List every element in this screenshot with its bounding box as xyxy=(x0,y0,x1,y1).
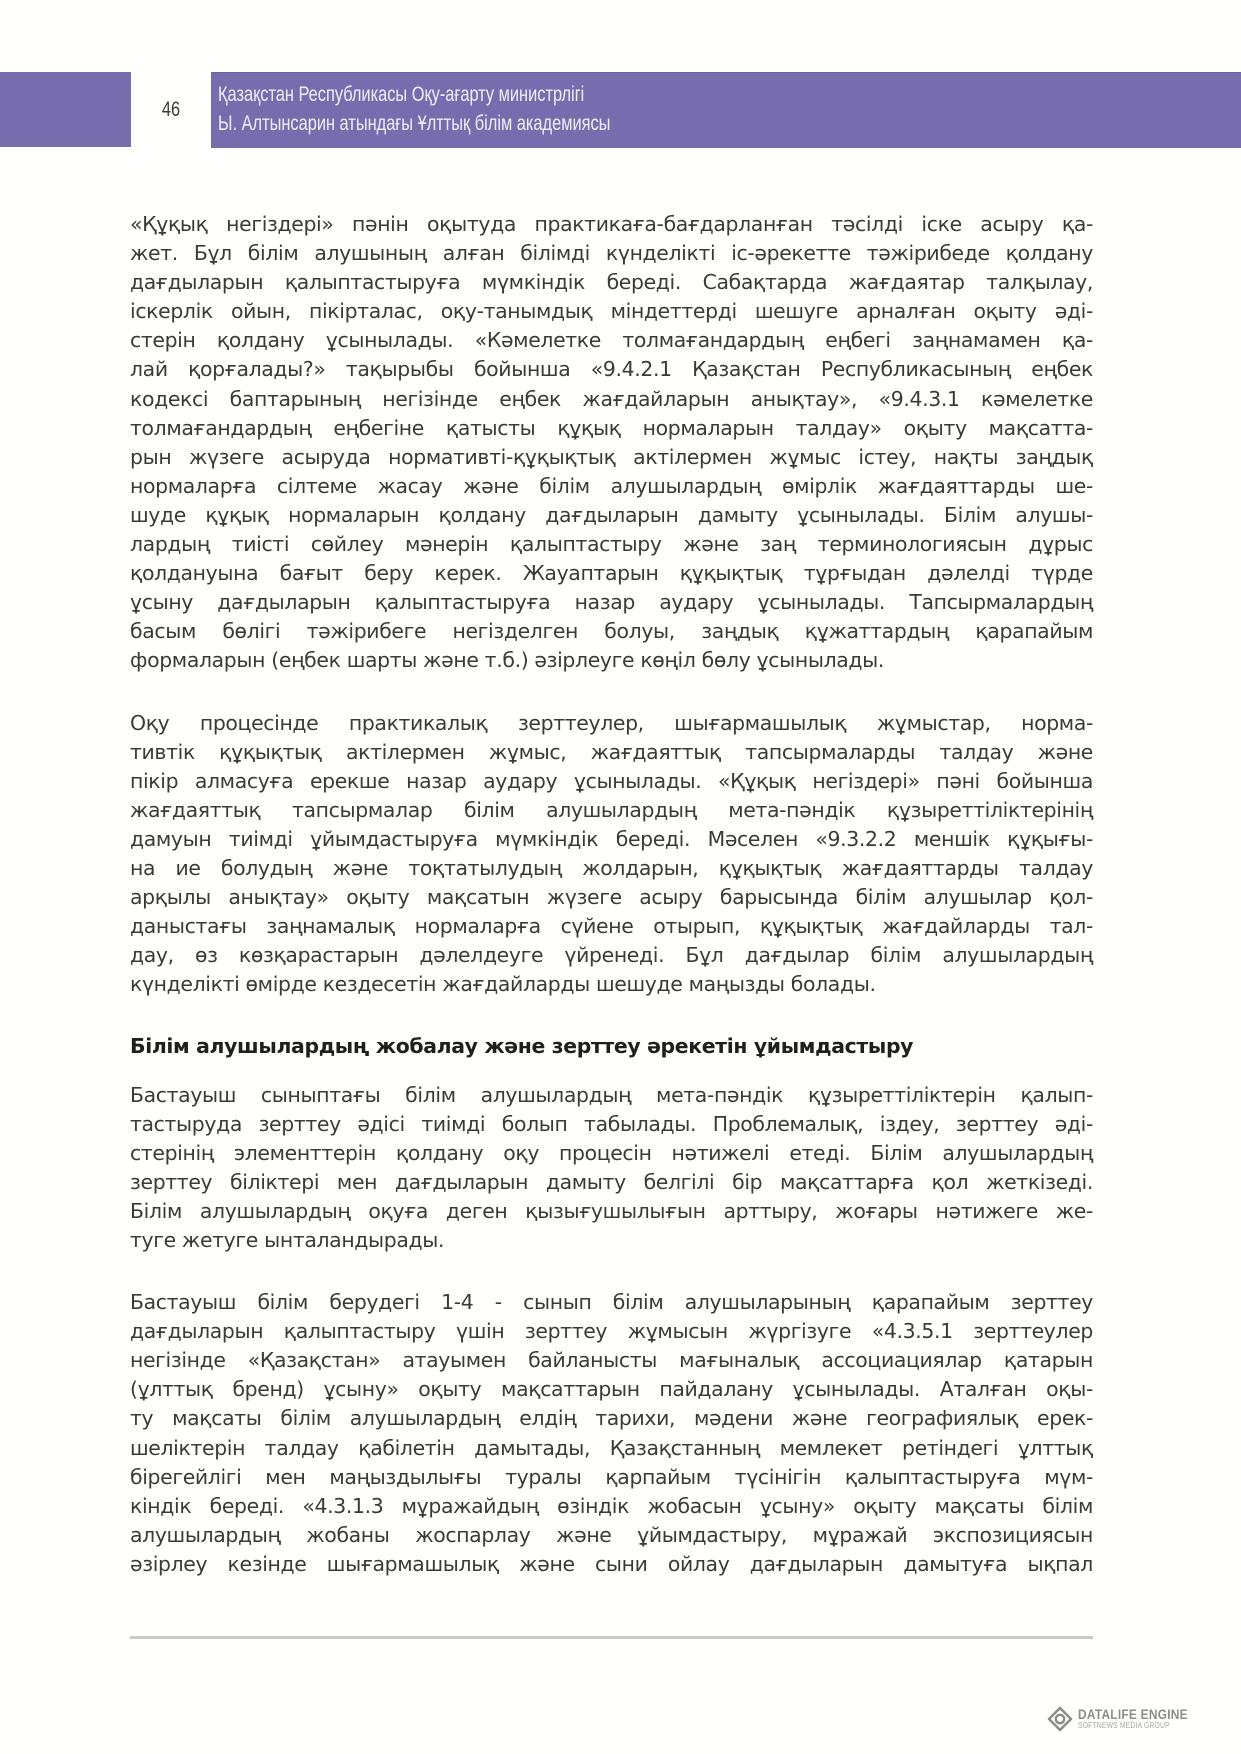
text-line: шеліктерін талдау қабілетін дамытады, Қазақстанның мемлекет ретіндегі ұлттық xyxy=(130,1435,1093,1460)
text-line: алушылардың жобаны жоспарлау және ұйымдастыру, мұражай экспозициясын xyxy=(130,1522,1093,1547)
text-line: ту мақсаты білім алушылардың елдің тарихи, мәдени және географиялық ерек- xyxy=(130,1406,1093,1431)
page-content xyxy=(130,210,1093,1579)
datalife-logo-icon xyxy=(1047,1706,1073,1732)
text-line: әзірлеу кезінде шығармашылық және сыни ойлау дағдыларын дамытуға ықпал xyxy=(130,1551,1093,1576)
text-line: нормаларға сілтеме жасау және білім алушылардың өмірлік жағдаяттарды ше- xyxy=(130,473,1093,498)
text-line: зерттеу біліктері мен дағдыларын дамыту белгілі бір мақсаттарға қол жеткізеді. xyxy=(130,1169,1093,1194)
header-academy: Ы. Алтынсарин атындағы Ұлттық білім академиясы xyxy=(218,112,611,135)
text-line: формаларын (еңбек шарты және т.б.) әзірлеуге көңіл бөлу ұсынылады. xyxy=(130,648,885,673)
text-line: Бастауыш сыныптағы білім алушылардың мета-пәндік құзыреттіліктерін қалып- xyxy=(130,1082,1093,1107)
watermark-title: DATALIFE ENGINE xyxy=(1078,1706,1188,1722)
text-line: на ие болудың және тоқтатылудың жолдарын, құқықтық жағдаяттарды талдау xyxy=(130,855,1093,880)
text-line: кіндік береді. «4.3.1.3 мұражайдың өзіндік жобасын ұсыну» оқыту мақсаты білім xyxy=(130,1493,1093,1518)
text-line: кодексі баптарының негізінде еңбек жағдайларын анықтау», «9.4.3.1 кәмелетке xyxy=(130,386,1093,411)
footer-divider xyxy=(130,1636,1093,1639)
text-line: (ұлттық бренд) ұсыну» оқыту мақсаттарын пайдалану ұсынылады. Аталған оқы- xyxy=(130,1377,1093,1402)
watermark xyxy=(1047,1706,1207,1732)
text-line: лай қорғалады?» тақырыбы бойынша «9.4.2.1 Қазақстан Республикасының еңбек xyxy=(130,357,1093,382)
header-title xyxy=(218,80,610,138)
text-line: рын жүзеге асыруда нормативті-құқықтық актілермен жұмыс істеу, нақты заңдық xyxy=(130,444,1093,469)
text-line: Бастауыш білім берудегі 1-4 - сынып білім алушыларының қарапайым зерттеу xyxy=(130,1290,1093,1315)
text-line: жет. Бұл білім алушының алған білімді күнделікті іс-әрекетте тәжірибеде қолдану xyxy=(130,241,1093,266)
watermark-subtitle: SOFTNEWS MEDIA GROUP xyxy=(1078,1721,1170,1730)
text-line: лардың тиісті сөйлеу мәнерін қалыптастыру және заң терминологиясын дұрыс xyxy=(130,532,1093,557)
section-paragraph xyxy=(130,1288,1093,1579)
body-paragraph xyxy=(130,709,1093,1000)
text-line: Білім алушылардың оқуға деген қызығушылығын арттыру, жоғары нәтижеге же- xyxy=(130,1198,1093,1223)
page-number: 46 xyxy=(161,97,181,121)
section-paragraph xyxy=(130,1081,1093,1256)
text-line: туге жетуге ынталандырады. xyxy=(130,1228,445,1252)
text-line: стерін қолдану ұсынылады. «Кәмелетке толмағандардың еңбегі заңнамамен қа- xyxy=(130,328,1093,353)
section-heading: Білім алушылардың жобалау және зерттеу әрекетін ұйымдастыру xyxy=(130,1034,914,1059)
text-line: бірегейлігі мен маңыздылығы туралы қарпайым түсінігін қалыптастыруға мүм- xyxy=(130,1464,1093,1489)
text-line: «Құқық негіздері» пәнін оқытуда практикаға-бағдарланған тәсілді іске асыру қа- xyxy=(130,212,1093,236)
text-line: шуде құқық нормаларын қолдану дағдыларын дамыту ұсынылады. Білім алушы- xyxy=(130,502,1093,527)
text-line: дағдыларын қалыптастыру үшін зерттеу жұмысын жүргізуге «4.3.5.1 зерттеулер xyxy=(130,1319,1093,1344)
text-line: дағдыларын қалыптастыруға мүмкіндік береді. Сабақтарда жағдаятар талқылау, xyxy=(130,270,1093,295)
text-line: басым бөлігі тәжірибеге негізделген болуы, заңдық құжаттардың қарапайым xyxy=(130,619,1093,644)
text-line: тивтік құқықтық актілермен жұмыс, жағдаяттық тапсырмаларды талдау және xyxy=(130,739,1093,764)
text-line: пікір алмасуға ерекше назар аудару ұсынылады. «Құқық негіздері» пәні бойынша xyxy=(130,768,1093,793)
text-line: жағдаяттық тапсырмалар білім алушылардың мета-пәндік құзыреттіліктерінің xyxy=(130,797,1093,822)
text-line: ұсыну дағдыларын қалыптастыруға назар аудару ұсынылады. Тапсырмалардың xyxy=(130,590,1093,615)
text-line: толмағандардың еңбегіне қатысты құқық нормаларын талдау» оқыту мақсатта- xyxy=(130,415,1093,440)
text-line: негізінде «Қазақстан» атауымен байланысты мағыналық ассоциациялар қатарын xyxy=(130,1348,1093,1373)
body-paragraph xyxy=(130,210,1093,676)
text-line: даныстағы заңнамалық нормаларға сүйене отырып, құқықтық жағдайларды тал- xyxy=(130,914,1093,939)
header-accent-block xyxy=(0,72,131,147)
text-line: Оқу процесінде практикалық зерттеулер, шығармашылық жұмыстар, норма- xyxy=(130,710,1093,735)
text-line: дау, өз көзқарастарын дәлелдеуге үйренеді. Бұл дағдылар білім алушылардың xyxy=(130,943,1093,968)
text-line: қолдануына бағыт беру керек. Жауаптарын құқықтық тұрғыдан дәлелді түрде xyxy=(130,561,1093,586)
text-line: стерінің элементтерін қолдану оқу процесін нәтижелі етеді. Білім алушылардың xyxy=(130,1140,1093,1165)
text-line: арқылы анықтау» оқыту мақсатын жүзеге асыру барысында білім алушылар қол- xyxy=(130,885,1093,910)
text-line: дамуын тиімді ұйымдастыруға мүмкіндік береді. Мәселен «9.3.2.2 меншік құқығы- xyxy=(130,826,1093,851)
text-line: тастыруда зерттеу әдісі тиімді болып табылады. Проблемалық, іздеу, зерттеу әді- xyxy=(130,1111,1093,1136)
text-line: күнделікті өмірде кездесетін жағдайларды шешуде маңызды болады. xyxy=(130,972,876,997)
header-ministry: Қазақстан Республикасы Оқу-ағарту министрлігі xyxy=(218,83,585,106)
text-line: іскерлік ойын, пікірталас, оқу-танымдық міндеттерді шешуге арналған оқыту әді- xyxy=(130,299,1093,324)
